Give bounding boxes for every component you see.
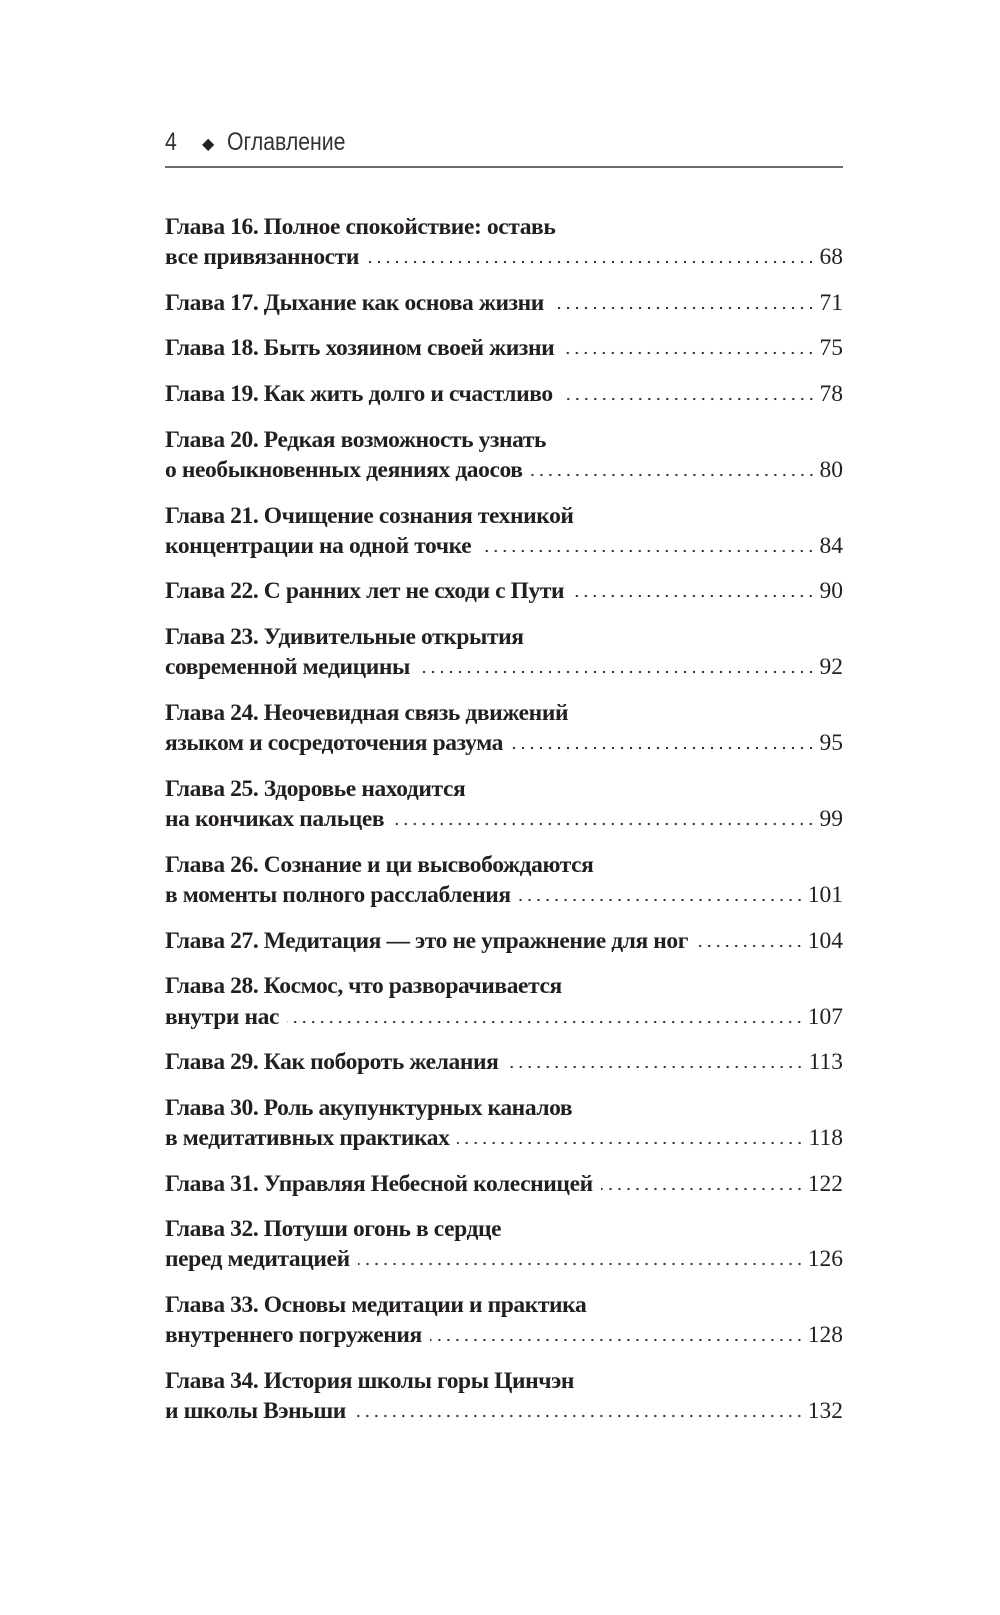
toc-entry[interactable]: [165, 379, 843, 409]
dot-leader: [457, 1141, 804, 1145]
toc-entry-line: [165, 622, 843, 652]
running-header: [165, 124, 843, 168]
toc-entry[interactable]: [165, 212, 843, 273]
toc-page-number: 99: [819, 806, 843, 833]
toc-page-number: 107: [807, 1003, 843, 1030]
toc-entry-title: Глава 25. Здоровье находится: [165, 775, 466, 802]
toc-page-number: 126: [807, 1246, 843, 1273]
toc-entry-line: [165, 212, 843, 242]
dot-leader: [506, 1065, 804, 1069]
toc-entry-line: [165, 576, 843, 606]
dot-leader: [354, 1414, 804, 1418]
toc-entry-title: все привязанности: [165, 244, 359, 271]
toc-entry-title: в медитативных практиках: [165, 1124, 450, 1151]
toc-entry-line: [165, 850, 843, 880]
toc-entry-title: Глава 31. Управляя Небесной колесницей: [165, 1170, 593, 1197]
toc-entry[interactable]: [165, 774, 843, 835]
toc-page-number: 92: [819, 654, 843, 681]
toc-entry-line: [165, 1123, 843, 1153]
toc-page-number: 84: [819, 532, 843, 559]
toc-entry-line: [165, 1244, 843, 1274]
dot-leader: [392, 822, 815, 826]
toc-entry-line: [165, 1214, 843, 1244]
toc-entry-title: Глава 18. Быть хозяином своей жизни: [165, 335, 555, 362]
toc-entry-title: и школы Вэньши: [165, 1398, 346, 1425]
dot-leader: [479, 549, 815, 553]
toc-entry-line: [165, 425, 843, 455]
toc-page-number: 68: [819, 244, 843, 271]
dot-leader: [519, 898, 804, 902]
dot-leader: [511, 746, 816, 750]
dot-leader: [562, 351, 815, 355]
toc-page-number: 75: [819, 335, 843, 362]
toc-entry-title: Глава 17. Дыхание как основа жизни: [165, 289, 544, 316]
toc-entry[interactable]: [165, 576, 843, 606]
dot-leader: [572, 594, 815, 598]
dot-leader: [531, 473, 816, 477]
toc-entry-title: Глава 30. Роль акупунктурных каналов: [165, 1094, 573, 1121]
toc-page-number: 128: [807, 1322, 843, 1349]
toc-entry-title: Глава 23. Удивительные открытия: [165, 624, 524, 651]
toc-entry-title: языком и сосредоточения разума: [165, 730, 503, 757]
toc-entry[interactable]: [165, 622, 843, 683]
toc-entry[interactable]: [165, 926, 843, 956]
toc-entry-line: [165, 1396, 843, 1426]
toc-entry[interactable]: [165, 1169, 843, 1199]
toc-entry-title: Глава 28. Космос, что разворачивается: [165, 973, 562, 1000]
toc-entry-line: [165, 455, 843, 485]
toc-entry-line: [165, 652, 843, 682]
toc-entry-line: [165, 1093, 843, 1123]
toc-page-number: 118: [808, 1124, 843, 1151]
toc-page-number: 78: [819, 381, 843, 408]
toc-entry[interactable]: [165, 1093, 843, 1154]
toc-entry-title: Глава 21. Очищение сознания техникой: [165, 502, 574, 529]
toc-entry[interactable]: [165, 971, 843, 1032]
toc-entry-title: о необыкновенных деяниях даосов: [165, 456, 523, 483]
toc-entry-line: [165, 501, 843, 531]
toc-entry-line: [165, 1169, 843, 1199]
dot-leader: [561, 397, 816, 401]
toc-entry-title: Глава 32. Потуши огонь в сердце: [165, 1216, 502, 1243]
dot-leader: [552, 306, 816, 310]
page-number: 4: [165, 128, 177, 156]
dot-leader: [367, 260, 816, 264]
dot-leader: [601, 1187, 804, 1191]
toc-page-number: 113: [808, 1049, 843, 1076]
toc-entry-title: Глава 33. Основы медитации и практика: [165, 1292, 587, 1319]
toc-page-number: 101: [807, 882, 843, 909]
toc-entry-title: на кончиках пальцев: [165, 806, 385, 833]
dot-leader: [287, 1020, 804, 1024]
toc-entry-line: [165, 333, 843, 363]
toc-entry[interactable]: [165, 1214, 843, 1275]
toc-entry-line: [165, 804, 843, 834]
toc-entry-line: [165, 1290, 843, 1320]
toc-entry[interactable]: [165, 425, 843, 486]
header-title: Оглавление: [227, 128, 346, 156]
toc-page-number: 122: [807, 1170, 843, 1197]
toc-entry-title: перед медитацией: [165, 1246, 350, 1273]
toc-entry[interactable]: [165, 1290, 843, 1351]
toc-page-number: 90: [819, 578, 843, 605]
toc-entry-title: Глава 26. Сознание и ци высвобождаются: [165, 851, 594, 878]
toc-entry-line: [165, 288, 843, 318]
toc-page-number: 71: [819, 289, 843, 316]
toc-entry-title: Глава 16. Полное спокойствие: оставь: [165, 214, 556, 240]
toc-page-number: 104: [807, 927, 843, 954]
toc-entry-line: [165, 698, 843, 728]
toc-entry-title: концентрации на одной точке: [165, 532, 472, 559]
toc-entry-line: [165, 880, 843, 910]
toc-page-number: 95: [819, 730, 843, 757]
toc-page-number: 132: [807, 1398, 843, 1425]
toc-entry-line: [165, 531, 843, 561]
toc-entry-line: [165, 379, 843, 409]
table-of-contents: [165, 212, 843, 1442]
toc-entry-line: [165, 774, 843, 804]
toc-page-number: 80: [819, 456, 843, 483]
toc-entry[interactable]: [165, 1366, 843, 1427]
toc-entry-title: Глава 34. История школы горы Цинчэн: [165, 1367, 575, 1394]
toc-entry-line: [165, 242, 843, 272]
toc-entry-title: современной медицины: [165, 654, 410, 681]
toc-entry-line: [165, 1366, 843, 1396]
toc-entry-title: Глава 27. Медитация — это не упражнение для ног: [165, 927, 689, 954]
toc-entry[interactable]: [165, 333, 843, 363]
dot-leader: [696, 944, 804, 948]
toc-entry-line: [165, 1047, 843, 1077]
toc-entry-title: внутри нас: [165, 1003, 280, 1030]
dot-leader: [358, 1262, 804, 1266]
toc-entry-title: Глава 29. Как побороть желания: [165, 1049, 499, 1076]
toc-entry[interactable]: [165, 1047, 843, 1077]
toc-entry-title: Глава 19. Как жить долго и счастливо: [165, 381, 553, 408]
toc-entry-title: Глава 22. С ранних лет не сходи с Пути: [165, 578, 565, 605]
toc-entry[interactable]: [165, 850, 843, 911]
toc-entry-title: в моменты полного расслабления: [165, 882, 511, 909]
toc-entry-title: Глава 20. Редкая возможность узнать: [165, 426, 547, 453]
toc-entry[interactable]: [165, 501, 843, 562]
toc-entry[interactable]: [165, 698, 843, 759]
toc-entry[interactable]: [165, 288, 843, 318]
dot-leader: [418, 670, 816, 674]
toc-entry-line: [165, 926, 843, 956]
dot-leader: [430, 1338, 804, 1342]
toc-entry-line: [165, 971, 843, 1001]
toc-entry-title: Глава 24. Неочевидная связь движений: [165, 699, 569, 726]
diamond-icon: ◆: [202, 136, 215, 153]
toc-entry-line: [165, 1002, 843, 1032]
toc-entry-title: внутреннего погружения: [165, 1322, 422, 1349]
toc-entry-line: [165, 1320, 843, 1350]
toc-entry-line: [165, 728, 843, 758]
